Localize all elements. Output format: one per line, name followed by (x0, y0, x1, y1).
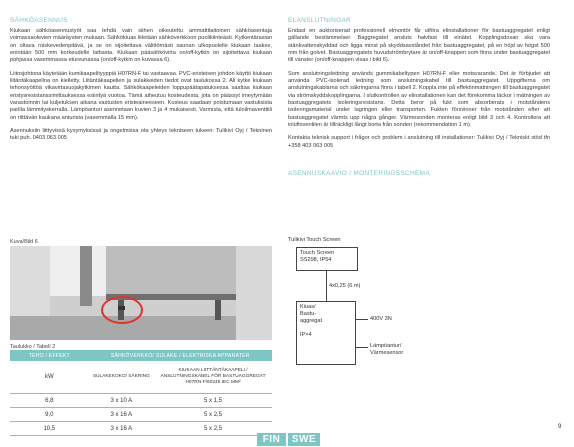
paragraph-fi-3: Asennuksiin liittyvissä kysymyksissä ja ongelmissa ota yhteys tekniseen tukeen: Tulikivi Oyj / Tekninen tuki puh. 0403 063 005 (10, 128, 272, 142)
table-col-fuse: SULAKEKOKO/ SÄKRING (89, 361, 155, 394)
touch-screen-label: Touch Screen (300, 250, 335, 256)
table-cell: 9,0 (10, 408, 89, 422)
table-cell: 10,5 (10, 422, 89, 436)
heater-photo (10, 246, 272, 340)
table-col-cable: KIUKAAN LIITTÄNTÄKAAPELI / ANSLUTNINGSKABEL FÖR BASTUAGGREGAT H07RN-F/60245 IEC MM² (154, 361, 272, 394)
table-row (10, 408, 272, 422)
heater-ip-rating: IP×4 (300, 332, 312, 338)
heater-label-1: Kiuas/ (300, 304, 316, 310)
table-header-power: TEHO / EFFEKT (10, 350, 89, 361)
table-cell: 3 x 10 A (89, 394, 155, 408)
table-row (10, 422, 272, 436)
paragraph-fi-1: Kiukaan sähköasennustyöt saa tehdä vain siihen oikeutettu ammattitaitoinen sähköasentaja voimassaolevien määräysten mukaan. Sähkökiuas liitetään sähköverkkoon puolikiinteästi. Kytkentärasian on oltava roiskevedenpitävä, ja se on sijoitettava välittömästi saunan ulkopuolelle kiukaan taakse, enintään 500 mm korkeudelle lattiasta. Kiukaan pääsähkövirta on/off-kytkin on sijoitettava kiukaan pohjassa vasemmassa etureunassa (on/off-kytkin on kuvassa 6). (10, 28, 272, 64)
power-wire (356, 319, 368, 320)
table-cell: 3 x 16 A (89, 408, 155, 422)
table-cell: 6,8 (10, 394, 89, 408)
paragraph-sv-1: Endast en auktoriserad professionell elmontör får utföra elinstallationer för bastuaggregatet enligt gällande bestämmelser. Baggregatet ansluts halvfast till elnätet. Kopplingsdosan ska vara stänkvattenskyddad och ligga minst på skyddsavståndet från bastuaggregatet, på en höjd av högst 500 mm från golvet. Bastuaggregatets huvudströmbrytare är on/off-knappen som finns under bastuaggregatet till vänster (on/off-knappen visas i bild 6). (288, 28, 550, 64)
fuse-table (10, 350, 272, 436)
table-cell: 5 x 2,5 (154, 422, 272, 436)
sensor-wire (356, 347, 368, 348)
sensor-label: Lämpöantur/ Värmesensor (370, 343, 404, 356)
touch-screen-box (296, 247, 358, 271)
touch-screen-spec: SS298, IP54 (300, 257, 332, 263)
table-cell: 3 x 16 A (89, 422, 155, 436)
paragraph-fi-2: Liitosjohtona käytetään kumikaapelityyppiä H07RN-F tai vastaavaa. PVC-eristeisen johdon käyttö kiukaan liitäntäkaapelina on kielletty. Liitäntäkaapelien ja sulakkeiden tiedot ovat taulukossa 2. Ali kytke kiukaan tehonsyöttöä vikavirtasuojakytkimen kautta. Sähkökaapeleiden loppupäätapatuksessa saattaa kiukaan eristysresistanssimittauksessa esiintyä vuotoa. Tämä aiheutuu kosteudesta, jota on päässyt imeytymään varastoinnin tai kuljetuksen aikana vastusten eristeaineeseen. Kosteus saadaan poistumaan vastuksista parilla lämmityskerralla. Lämpöanturi asennetaan kuvien 3 ja 4 mukaisesti. Varmista, että tuloilmaventtiili on riittävän kaukana anturista (vasemmalla 15 mm). (10, 70, 272, 121)
voltage-label: 400V 3N (370, 316, 392, 322)
heater-box (296, 301, 356, 365)
paragraph-sv-2: Som anslutningsledning används gummikabeltypen H07RN-F eller motsvarande. Det är förbjudet att använda PVC-isolerad ledning som anslutningskabel till bastuaggregatet. Uppgifterna om anslutningskablarna och säkringarna finns i tabell 2. Koppla inte på effektinmatningen till bastuaggregatet via strömskyddskopplingarna. I slutkontrollen av elinstallationen kan det förekomma läckor i mätningen av bastuaggregatets isoleringsresistans. Detta beror på fukt som absorberats i motståndens isoleringsmaterial under lagringen eller transporten. Fukten försvinner från motstånden efter att bastuaggregatet värmts upp några gånger. Värmesonden monteras enligt bild 3 och 4. Kontrollera att inluftsventilen är tillräckligt långt borta från sonden (rekommendation 1 m). (288, 70, 550, 129)
table-caption: Taulukko / Tabell 2 (10, 344, 56, 350)
signal-wire (326, 271, 327, 301)
heater-label-2: Bastu- (300, 311, 317, 317)
photo-label: Kuva/Bild 6 (10, 239, 38, 245)
table-header-grid: SÄHKÖVERKKO/ SULAKE / ELEKTRISKA APPARATER (89, 350, 272, 361)
page-number: 9 (558, 424, 562, 430)
language-tab-swe[interactable]: SWE (288, 433, 320, 446)
section-heading-sv: ELANSLUTNINGAR (288, 17, 352, 24)
heater-photo-illustration (10, 246, 272, 340)
heater-label-3: aggregat (300, 318, 323, 324)
language-tab-fin[interactable]: FIN (257, 433, 286, 446)
swedish-column (288, 0, 550, 181)
paragraph-sv-3: Kontakta teknisk support i frågor och problem i anslutning till installationer: Tulikivi Oyj / Tekniskt stöd tfn +358 403 063 005 (288, 135, 550, 149)
table-cell: 5 x 1,5 (154, 394, 272, 408)
table-row (10, 394, 272, 408)
wire-label: 4x0,25 (6 m) (329, 283, 361, 289)
section-heading-fi: SÄHKÖASENNUS (10, 17, 68, 24)
table-col-kw: kW (10, 361, 89, 394)
table-cell: 5 x 2,5 (154, 408, 272, 422)
schematic-heading: ASENNUSKAAVIO / MONTERINGSSCHEMA (288, 170, 431, 178)
finnish-column (10, 0, 272, 149)
schematic-title: Tulikivi Touch Screen (288, 237, 341, 243)
